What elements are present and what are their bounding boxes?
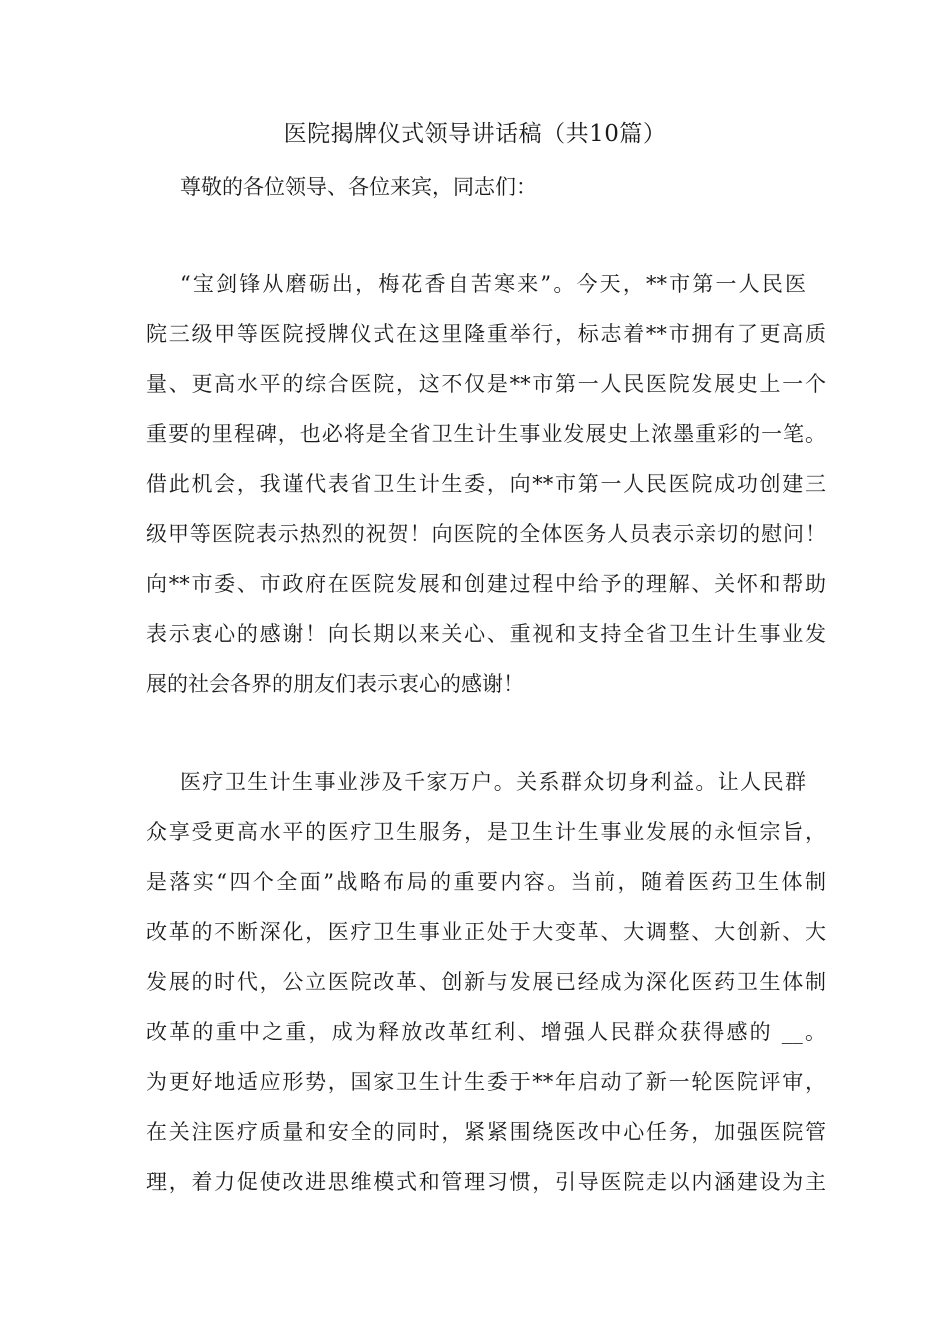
paragraph-1-line: 量、更高水平的综合医院，这不仅是**市第一人民医院发展史上一个 <box>146 372 826 396</box>
paragraph-1-line: 重要的里程碑，也必将是全省卫生计生事业发展史上浓墨重彩的一笔。 <box>146 422 826 446</box>
paragraph-1-line: “宝剑锋从磨砺出，梅花香自苦寒来”。今天，**市第一人民医 <box>180 272 806 296</box>
paragraph-2-line: 为更好地适应形势，国家卫生计生委于**年启动了新一轮医院评审， <box>146 1070 826 1094</box>
paragraph-2-line: 在关注医疗质量和安全的同时，紧紧围绕医改中心任务，加强医院管 <box>146 1120 826 1144</box>
paragraph-2-line: 众享受更高水平的医疗卫生服务，是卫生计生事业发展的永恒宗旨， <box>146 820 826 844</box>
paragraph-1-line: 级甲等医院表示热烈的祝贺！向医院的全体医务人员表示亲切的慰问！ <box>146 522 826 546</box>
paragraph-1-line: 表示衷心的感谢！向长期以来关心、重视和支持全省卫生计生事业发 <box>146 622 826 646</box>
paragraph-2-line: 改革的重中之重，成为释放改革红利、增强人民群众获得感的 __。 <box>146 1020 826 1044</box>
paragraph-1-line: 借此机会，我谨代表省卫生计生委，向**市第一人民医院成功创建三 <box>146 472 826 496</box>
paragraph-2-line: 医疗卫生计生事业涉及千家万户。关系群众切身利益。让人民群 <box>180 770 806 794</box>
paragraph-1-line: 向**市委、市政府在医院发展和创建过程中给予的理解、关怀和帮助 <box>146 572 826 596</box>
paragraph-2-line: 是落实“四个全面”战略布局的重要内容。当前，随着医药卫生体制 <box>146 870 826 894</box>
paragraph-2-line: 理，着力促使改进思维模式和管理习惯，引导医院走以内涵建设为主 <box>146 1170 826 1194</box>
paragraph-1-line: 展的社会各界的朋友们表示衷心的感谢！ <box>146 672 524 696</box>
document-title: 医院揭牌仪式领导讲话稿（共10篇） <box>283 121 667 147</box>
paragraph-2-line: 发展的时代，公立医院改革、创新与发展已经成为深化医药卫生体制 <box>146 970 826 994</box>
greeting-line: 尊敬的各位领导、各位来宾，同志们： <box>180 175 537 199</box>
paragraph-1-line: 院三级甲等医院授牌仪式在这里隆重举行，标志着**市拥有了更高质 <box>146 322 826 346</box>
paragraph-2-line: 改革的不断深化，医疗卫生事业正处于大变革、大调整、大创新、大 <box>146 920 826 944</box>
